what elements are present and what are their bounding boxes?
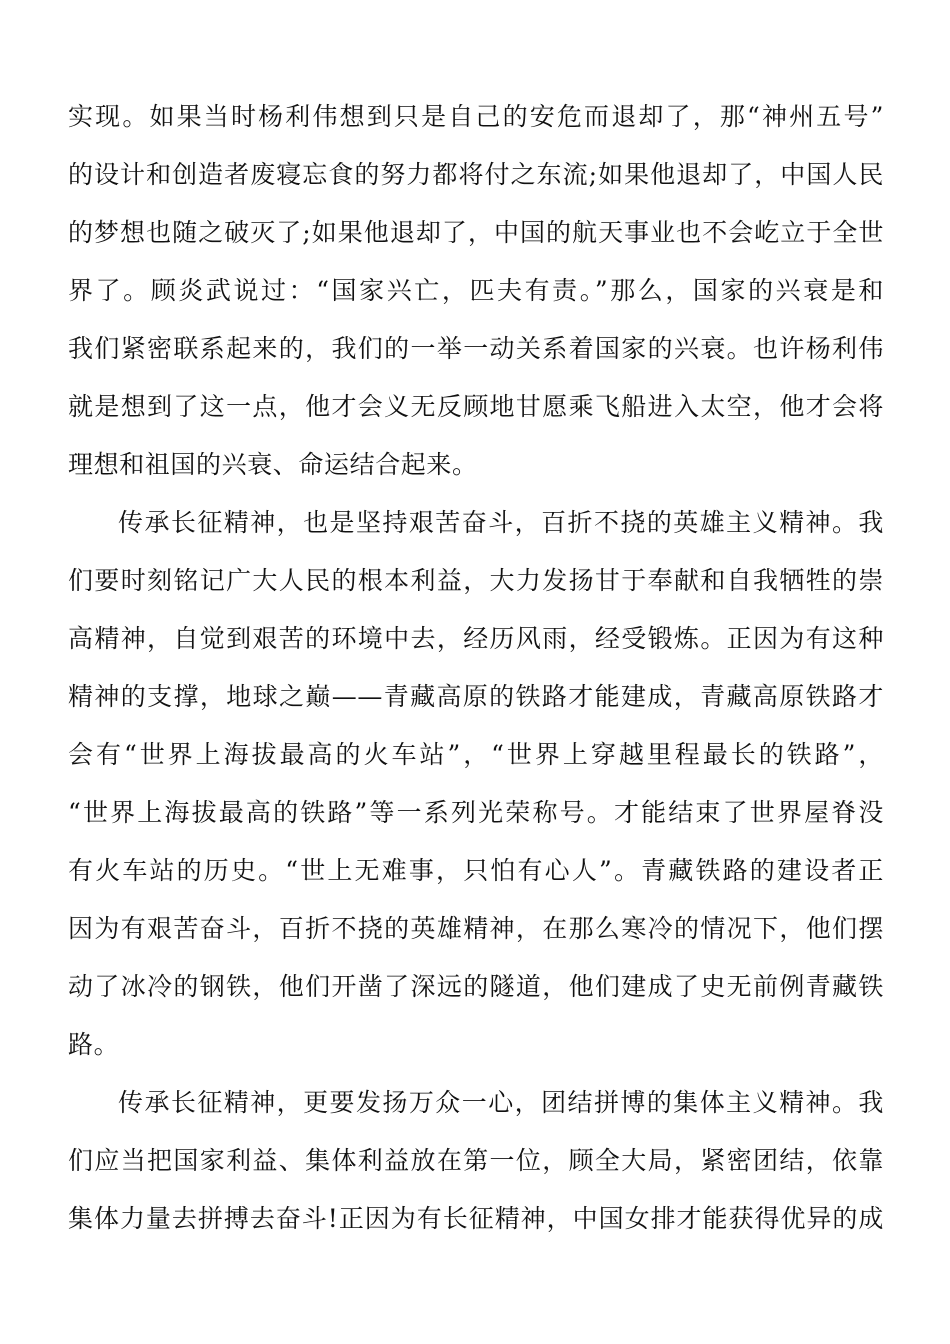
paragraph-collectivism (68, 1074, 884, 1248)
text-line: 就是想到了这一点，他才会义无反顾地甘愿乘飞船进入太空，他才会将 (68, 392, 884, 421)
text-line: 传承长征精神，也是坚持艰苦奋斗，百折不挠的英雄主义精神。我 (118, 508, 884, 537)
text-line: 会有“世界上海拔最高的火车站”，“世界上穿越里程最长的铁路”， (68, 740, 884, 769)
text-line: 精神的支撑，地球之巅——青藏高原的铁路才能建成，青藏高原铁路才 (68, 682, 884, 711)
text-line: 有火车站的历史。“世上无难事，只怕有心人”。青藏铁路的建设者正 (68, 856, 884, 885)
text-line: 的设计和创造者废寝忘食的努力都将付之东流;如果他退却了，中国人民 (68, 160, 884, 189)
paragraph-yang-liwei (68, 88, 884, 494)
paragraph-hard-struggle (68, 494, 884, 1074)
text-line: 的梦想也随之破灭了;如果他退却了，中国的航天事业也不会屹立于全世 (68, 218, 884, 247)
text-line: 动了冰冷的钢铁，他们开凿了深远的隧道，他们建成了史无前例青藏铁 (68, 972, 884, 1001)
document-body (68, 88, 884, 1248)
text-line: 界了。顾炎武说过：“国家兴亡，匹夫有责。”那么，国家的兴衰是和 (68, 276, 884, 305)
text-line: 因为有艰苦奋斗，百折不挠的英雄精神，在那么寒冷的情况下，他们摆 (68, 914, 884, 943)
text-line: 路。 (68, 1030, 120, 1059)
text-line: 实现。如果当时杨利伟想到只是自己的安危而退却了，那“神州五号” (68, 102, 884, 131)
text-line: 们要时刻铭记广大人民的根本利益，大力发扬甘于奉献和自我牺牲的崇 (68, 566, 884, 595)
text-line: 们应当把国家利益、集体利益放在第一位，顾全大局，紧密团结，依靠 (68, 1146, 884, 1175)
text-line: 传承长征精神，更要发扬万众一心，团结拼博的集体主义精神。我 (118, 1088, 884, 1117)
text-line: “世界上海拔最高的铁路”等一系列光荣称号。才能结束了世界屋脊没 (68, 798, 884, 827)
text-line: 我们紧密联系起来的，我们的一举一动关系着国家的兴衰。也许杨利伟 (68, 334, 884, 363)
text-line: 集体力量去拼搏去奋斗!正因为有长征精神，中国女排才能获得优异的成 (68, 1204, 884, 1233)
text-line: 理想和祖国的兴衰、命运结合起来。 (68, 450, 478, 479)
text-line: 高精神，自觉到艰苦的环境中去，经历风雨，经受锻炼。正因为有这种 (68, 624, 884, 653)
